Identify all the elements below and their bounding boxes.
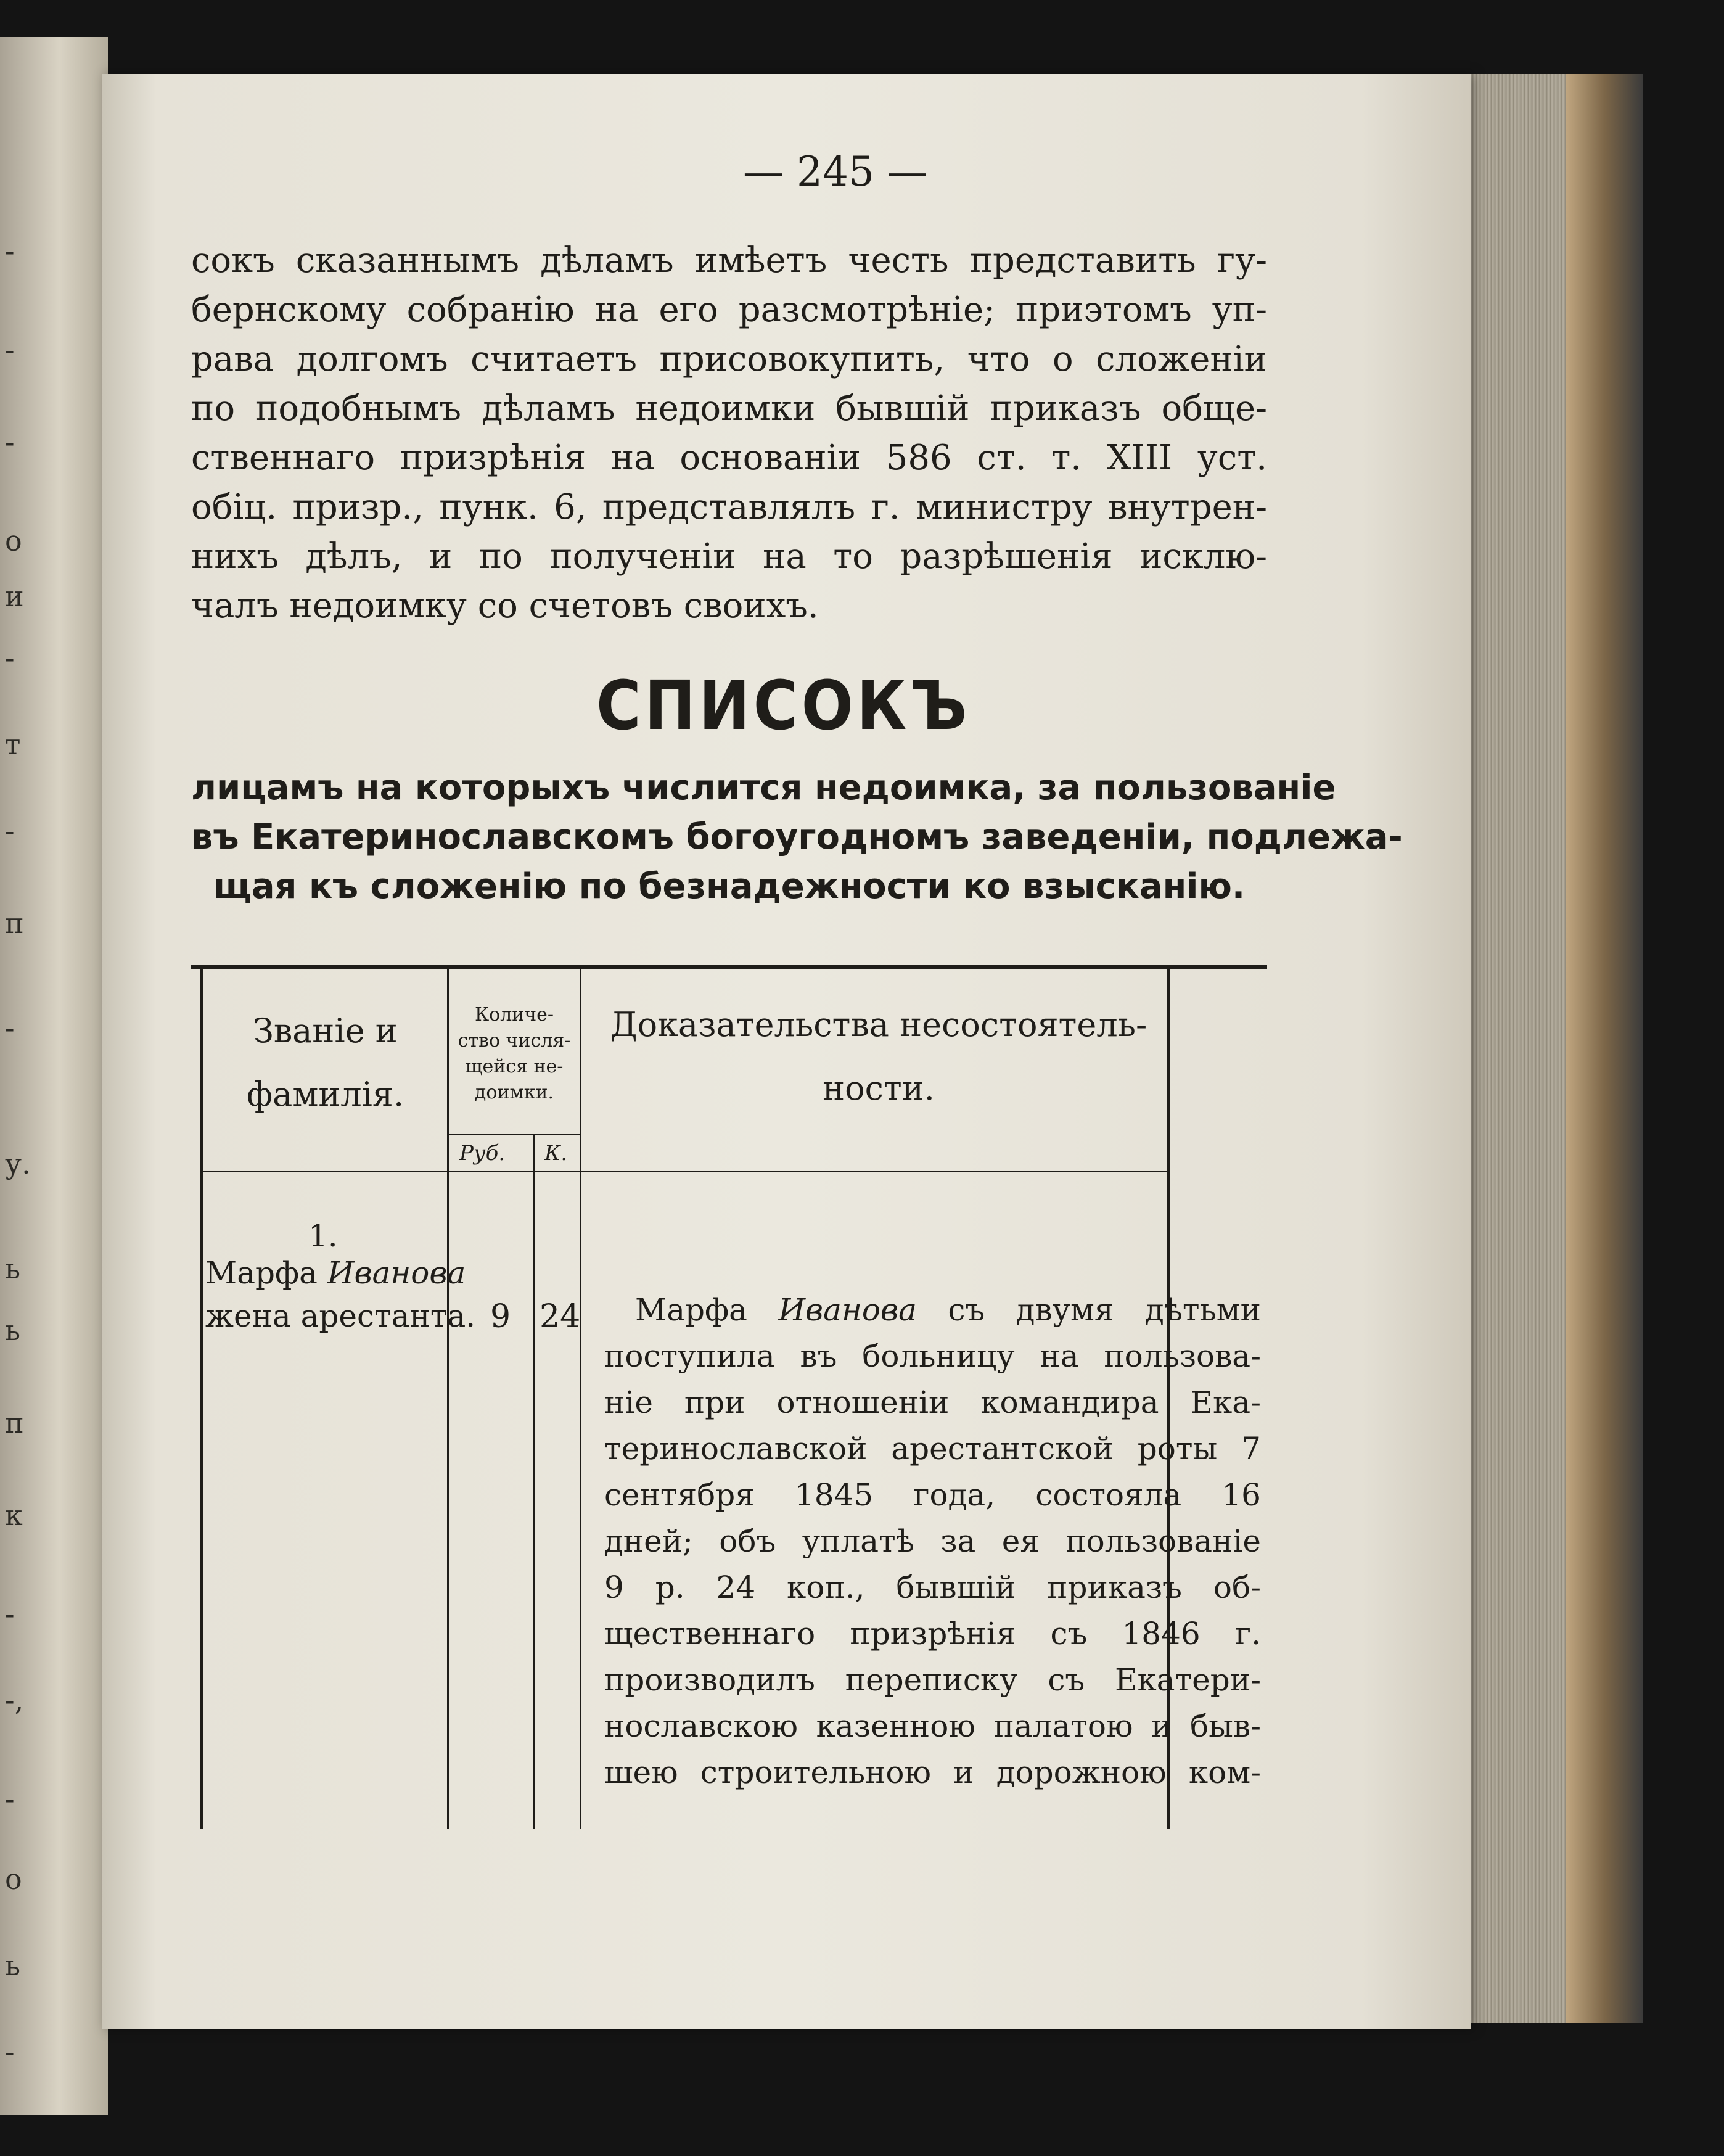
list-heading: СПИСОКЪ	[596, 666, 971, 745]
subheading-line: лицамъ на которыхъ числится недоимка, за пользованіе	[191, 768, 1336, 808]
person-status: жена арестанта.	[205, 1298, 476, 1334]
header-text: фамилія.	[246, 1075, 404, 1114]
evidence-line: дней; объ уплатѣ за ея пользованіе	[604, 1523, 1261, 1559]
margin-mark: -	[5, 426, 15, 459]
header-text: Доказательства несостоятель-	[610, 1005, 1147, 1044]
margin-mark: -	[5, 1011, 15, 1045]
amount-kop: 24	[540, 1298, 581, 1335]
paragraph-line-last: чалъ недоимку со счетовъ своихъ.	[191, 586, 819, 626]
margin-mark: и	[5, 580, 24, 613]
evidence-line: теринославской арестантской роты 7	[604, 1431, 1261, 1467]
page-number: — 245 —	[743, 148, 928, 195]
margin-mark: ь	[5, 1314, 21, 1347]
evidence-line	[604, 1292, 1261, 1328]
margin-mark: -	[5, 1597, 15, 1631]
margin-mark: -	[5, 641, 15, 675]
paragraph-line: рава долгомъ считаетъ присовокупить, что о сложеніи	[191, 339, 1267, 379]
header-text: Количе-	[474, 1004, 554, 1026]
header-text: доимки.	[474, 1082, 554, 1103]
amount-rub: 9	[490, 1298, 511, 1335]
margin-mark: п	[5, 907, 24, 940]
margin-mark: -	[5, 2035, 15, 2068]
margin-mark: o	[5, 524, 22, 558]
name-italic: Иванова	[327, 1255, 466, 1291]
margin-mark: -	[5, 234, 15, 268]
evidence-line: поступила въ больницу на пользова-	[604, 1338, 1261, 1374]
row-number: 1.	[308, 1218, 338, 1254]
header-text: ство числя-	[458, 1030, 571, 1051]
evidence-line: производилъ переписку съ Екатери-	[604, 1662, 1261, 1698]
evidence-line: 9 р. 24 коп., бывшій приказъ об-	[604, 1570, 1261, 1605]
margin-mark: у.	[5, 1147, 31, 1180]
evidence-line: шею строительною и дорожною ком-	[604, 1755, 1261, 1790]
evidence-line: сентября 1845 года, состояла 16	[604, 1477, 1261, 1513]
evidence-text: съ двумя дѣтьми	[916, 1292, 1261, 1328]
left-page-edge	[0, 37, 108, 2115]
evidence-line: нославскою казенною палатою и быв-	[604, 1708, 1261, 1744]
subheader-rule	[449, 1134, 580, 1135]
column-rule	[533, 1135, 535, 1829]
header-text: щейся не-	[465, 1056, 564, 1077]
book-page	[102, 74, 1471, 2029]
evidence-line: щественнаго призрѣнія съ 1846 г.	[604, 1616, 1261, 1652]
subheading-line: щая къ сложенію по безнадежности ко взысканію.	[213, 866, 1246, 907]
subheading-line: въ Екатеринославскомъ богоугодномъ заведеніи, подлежа-	[191, 817, 1403, 857]
column-subheader-rub: Руб.	[459, 1141, 506, 1166]
paragraph-line: обіц. призр., пунк. 6, представлялъ г. министру внутрен-	[191, 487, 1267, 527]
column-header-evidence	[589, 1005, 1168, 1108]
margin-mark: т	[5, 728, 21, 761]
evidence-italic: Иванова	[778, 1292, 917, 1328]
person-name	[205, 1255, 466, 1291]
evidence-line: ніе при отношеніи командира Ека-	[604, 1385, 1261, 1420]
paragraph-line: по подобнымъ дѣламъ недоимки бывшій приказъ обще-	[191, 389, 1267, 429]
column-rule	[580, 969, 581, 1829]
margin-mark: ь	[5, 1252, 21, 1285]
paragraph-line: нихъ дѣлъ, и по полученіи на то разрѣшенія исклю-	[191, 537, 1267, 577]
name-text: Марфа	[205, 1255, 327, 1291]
header-text: ности.	[823, 1069, 935, 1108]
table-top-rule	[191, 965, 1267, 969]
column-header-name	[203, 1011, 447, 1114]
paragraph-line: бернскому собранію на его разсмотрѣніе; приэтомъ уп-	[191, 290, 1267, 330]
margin-mark: ь	[5, 1949, 21, 1982]
margin-mark: -	[5, 814, 15, 847]
book-cover-edge	[1566, 74, 1643, 2023]
header-text: Званіе и	[253, 1011, 398, 1050]
margin-mark: -,	[5, 1684, 24, 1717]
column-subheader-kop: К.	[544, 1141, 568, 1166]
paragraph-line: сокъ сказаннымъ дѣламъ имѣетъ честь представить гу-	[191, 241, 1267, 281]
margin-mark: -	[5, 1782, 15, 1816]
margin-mark: -	[5, 333, 15, 366]
margin-mark: о	[5, 1862, 22, 1896]
header-bottom-rule	[203, 1171, 1167, 1172]
margin-mark: п	[5, 1406, 24, 1439]
column-header-amount	[449, 1002, 580, 1106]
margin-mark: к	[5, 1499, 23, 1532]
evidence-text: Марфа	[635, 1292, 779, 1328]
paragraph-line: ственнаго призрѣнія на основаніи 586 ст. т. XIII уст.	[191, 438, 1267, 478]
